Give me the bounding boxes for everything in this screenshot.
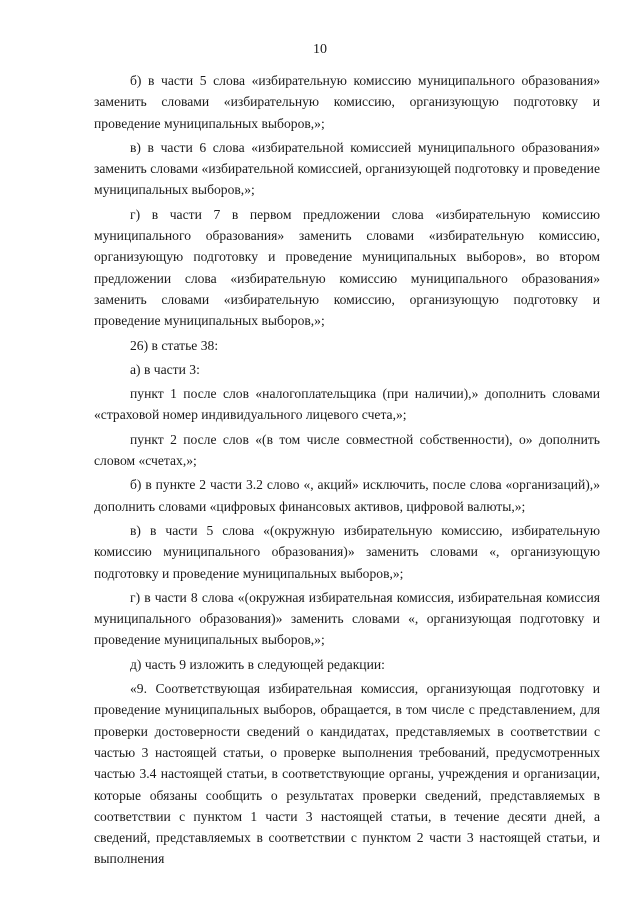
paragraph-item-2: пункт 2 после слов «(в том числе совместной собственности), о» дополнить словом «счетах,»;	[94, 431, 600, 469]
paragraph-g-part-8: г) в части 8 слова «(окружная избирательная комиссия, избирательная комиссия муниципального образования)» заменить словами «, организующая подготовку и проведение муниципальных выборов,»;	[94, 589, 600, 648]
paragraph-g-part-7: г) в части 7 в первом предложении слова «избирательную комиссию муниципального образования» заменить словами «избирательную комиссию, организующую подготовку и проведение муниципальных выборов», во втором предложении слова «избирательную комиссию муниципального образования» заменить словами «избирательную комиссию, организующую подготовку и проведение муниципальных выборов,»;	[94, 206, 600, 329]
paragraph-b-part-3-2: б) в пункте 2 части 3.2 слово «, акций» исключить, после слова «организаций),» дополнить словами «цифровых финансовых активов, цифровой валюты,»;	[94, 477, 600, 514]
document-body	[94, 70, 600, 871]
page-number: 10	[313, 42, 327, 57]
paragraph-part-9-text: «9. Соответствующая избирательная комиссия, организующая подготовку и проведение муниципальных выборов, обращается, в том числе с представлением, для проверки достоверности сведений о кандидатах, представляемых в соответствии с частью 3 настоящей статьи, о проверке выполнения требований, предусмотренных частью 3.4 настоящей статьи, в соответствующие органы, учреждения и организации, которые обязаны сообщить о результатах проверки сведений, представляемых в соответствии с пунктом 1 части 3 настоящей статьи, в течение десяти дней, а сведений, представляемых в соответствии с пунктом 2 части 3 настоящей статьи, и выполнения	[94, 681, 600, 867]
paragraph-item-1: пункт 1 после слов «налогоплательщика (при наличии),» дополнить словами «страховой номер индивидуального лицевого счета,»;	[94, 386, 600, 423]
paragraph-v-part-5: в) в части 5 слова «(окружную избирательную комиссию, избирательную комиссию муниципального образования)» заменить словами «, организующую подготовку и проведение муниципальных выборов,»;	[94, 522, 600, 581]
paragraph-article-38: 26) в статье 38:	[130, 337, 219, 353]
paragraph-b-part-5: б) в части 5 слова «избирательную комиссию муниципального образования» заменить словами «избирательную комиссию, организующую подготовку и проведение муниципальных выборов,»;	[94, 73, 600, 131]
paragraph-v-part-6: в) в части 6 слова «избирательной комиссией муниципального образования» заменить словами «избирательной комиссией, организующей подготовку и проведение муниципальных выборов,»;	[94, 139, 600, 198]
paragraph-a-part-3: а) в части 3:	[130, 361, 200, 377]
paragraph-d-part-9: д) часть 9 изложить в следующей редакции:	[130, 656, 385, 672]
